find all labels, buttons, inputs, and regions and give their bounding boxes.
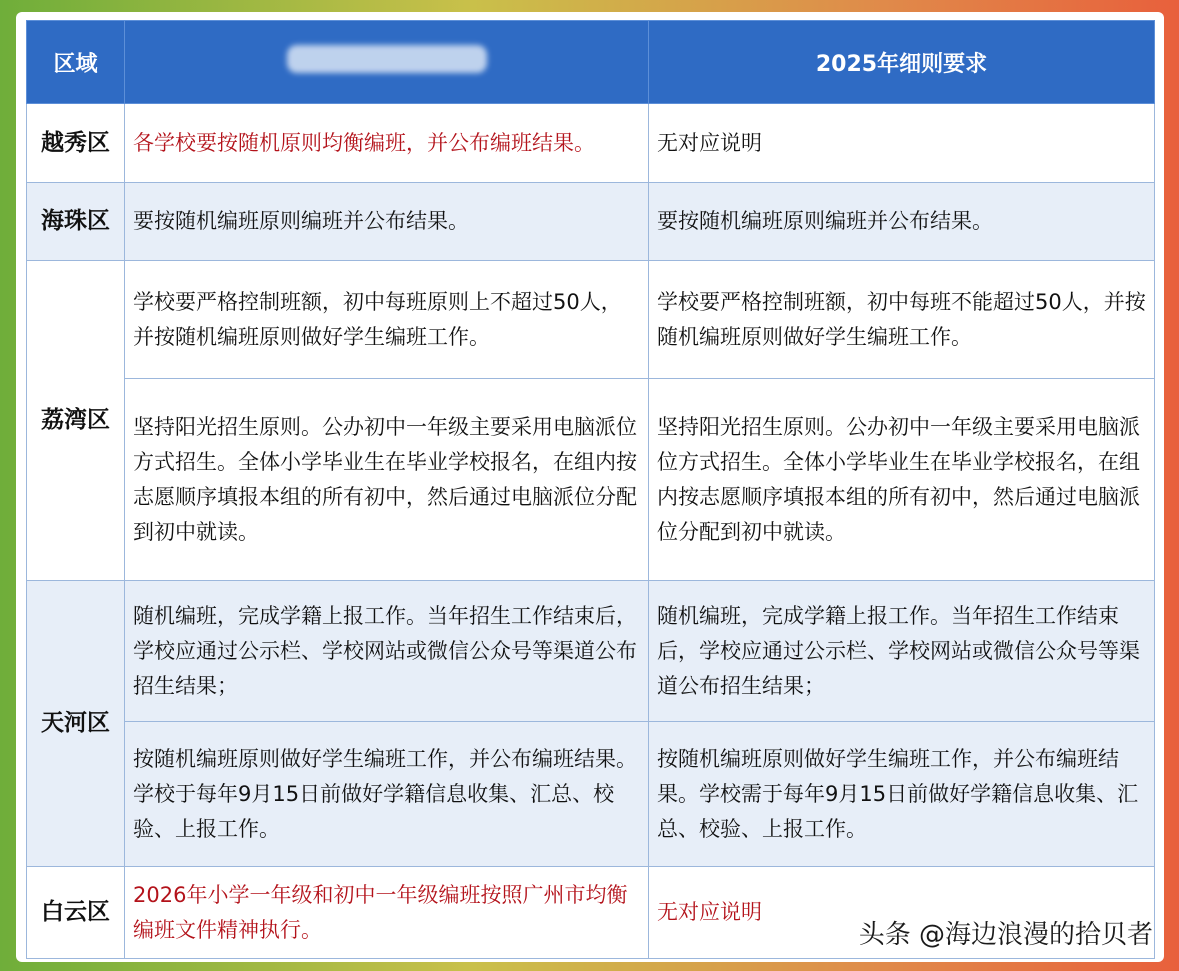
cell-baiyun-left: 2026年小学一年级和初中一年级编班按照广州市均衡编班文件精神执行。 [125,867,649,959]
cell-liwan-left-2: 坚持阳光招生原则。公办初中一年级主要采用电脑派位方式招生。全体小学毕业生在毕业学校报名，在组内按志愿顺序填报本组的所有初中，然后通过电脑派位分配到初中就读。 [125,379,649,581]
cell-yuexiu-left: 各学校要按随机原则均衡编班，并公布编班结果。 [125,104,649,183]
document-frame [16,12,1164,962]
watermark: 头条 @海边浪漫的拾贝者 [858,920,1153,950]
cell-haizhu-right: 要按随机编班原则编班并公布结果。 [649,183,1155,261]
region-haizhu: 海珠区 [27,183,125,261]
table-row [27,581,1155,722]
cell-yuexiu-right: 无对应说明 [649,104,1155,183]
table-row [27,379,1155,581]
policy-comparison-table [26,20,1155,959]
blurred-header-text [287,45,487,73]
table-row [27,722,1155,867]
cell-tianhe-left-1: 随机编班，完成学籍上报工作。当年招生工作结束后，学校应通过公示栏、学校网站或微信公众号等渠道公布招生结果； [125,581,649,722]
table-header-row [27,21,1155,104]
header-region: 区域 [27,21,125,104]
header-2025-rules: 2025年细则要求 [649,21,1155,104]
header-blurred-column [125,21,649,104]
cell-tianhe-right-2: 按随机编班原则做好学生编班工作，并公布编班结果。学校需于每年9月15日前做好学籍信息收集、汇总、校验、上报工作。 [649,722,1155,867]
cell-liwan-left-1: 学校要严格控制班额，初中每班原则上不超过50人，并按随机编班原则做好学生编班工作。 [125,261,649,379]
table-row [27,183,1155,261]
region-baiyun: 白云区 [27,867,125,959]
region-tianhe: 天河区 [27,581,125,867]
cell-liwan-right-1: 学校要严格控制班额，初中每班不能超过50人，并按随机编班原则做好学生编班工作。 [649,261,1155,379]
cell-tianhe-right-1: 随机编班，完成学籍上报工作。当年招生工作结束后，学校应通过公示栏、学校网站或微信公众号等渠道公布招生结果； [649,581,1155,722]
region-liwan: 荔湾区 [27,261,125,581]
cell-liwan-right-2: 坚持阳光招生原则。公办初中一年级主要采用电脑派位方式招生。全体小学毕业生在毕业学校报名，在组内按志愿顺序填报本组的所有初中，然后通过电脑派位分配到初中就读。 [649,379,1155,581]
region-yuexiu: 越秀区 [27,104,125,183]
cell-tianhe-left-2: 按随机编班原则做好学生编班工作，并公布编班结果。学校于每年9月15日前做好学籍信息收集、汇总、校验、上报工作。 [125,722,649,867]
table-row [27,261,1155,379]
table-row [27,104,1155,183]
cell-haizhu-left: 要按随机编班原则编班并公布结果。 [125,183,649,261]
cell-baiyun-right: 无对应说明 [649,867,1155,959]
